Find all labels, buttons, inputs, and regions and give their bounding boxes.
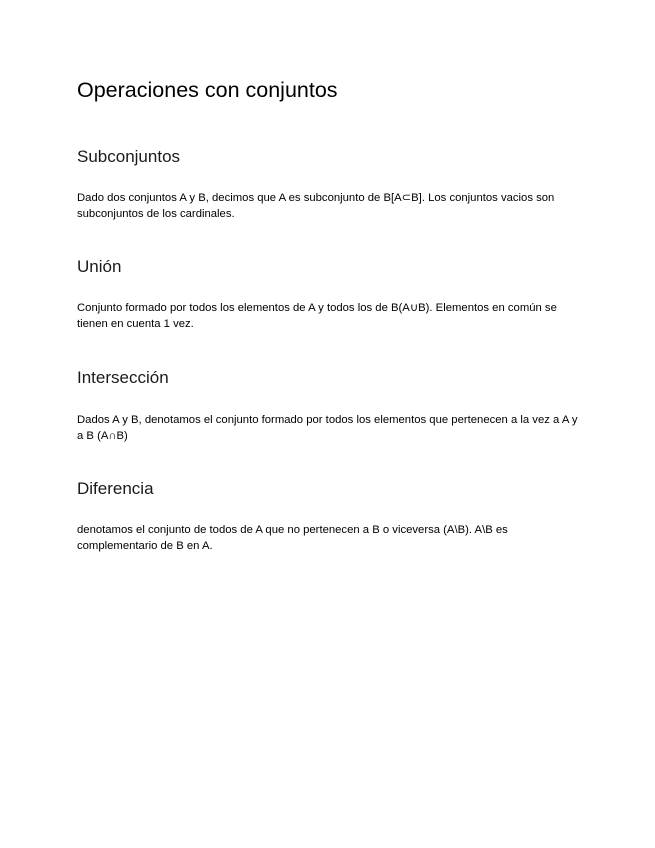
section-body-diferencia: denotamos el conjunto de todos de A que no pertenecen a B o viceversa (A\B). A\B es complementario de B en A. <box>77 524 508 552</box>
document-title: Operaciones con conjuntos <box>77 78 338 102</box>
section-heading-subconjuntos: Subconjuntos <box>77 147 181 166</box>
section-heading-union: Unión <box>77 257 122 276</box>
document-content <box>77 76 582 552</box>
section-body-union: Conjunto formado por todos los elementos de A y todos los de B(A∪B). Elementos en común se tienen en cuenta 1 vez. <box>77 302 557 330</box>
section-heading-interseccion: Intersección <box>77 368 169 387</box>
section-body-subconjuntos: Dado dos conjuntos A y B, decimos que A es subconjunto de B[A⊂B]. Los conjuntos vacios son subconjuntos de los cardinales. <box>77 192 555 220</box>
section-heading-diferencia: Diferencia <box>77 479 154 498</box>
section-body-interseccion: Dados A y B, denotamos el conjunto formado por todos los elementos que pertenecen a la vez a A y a B (A∩B) <box>77 414 578 442</box>
